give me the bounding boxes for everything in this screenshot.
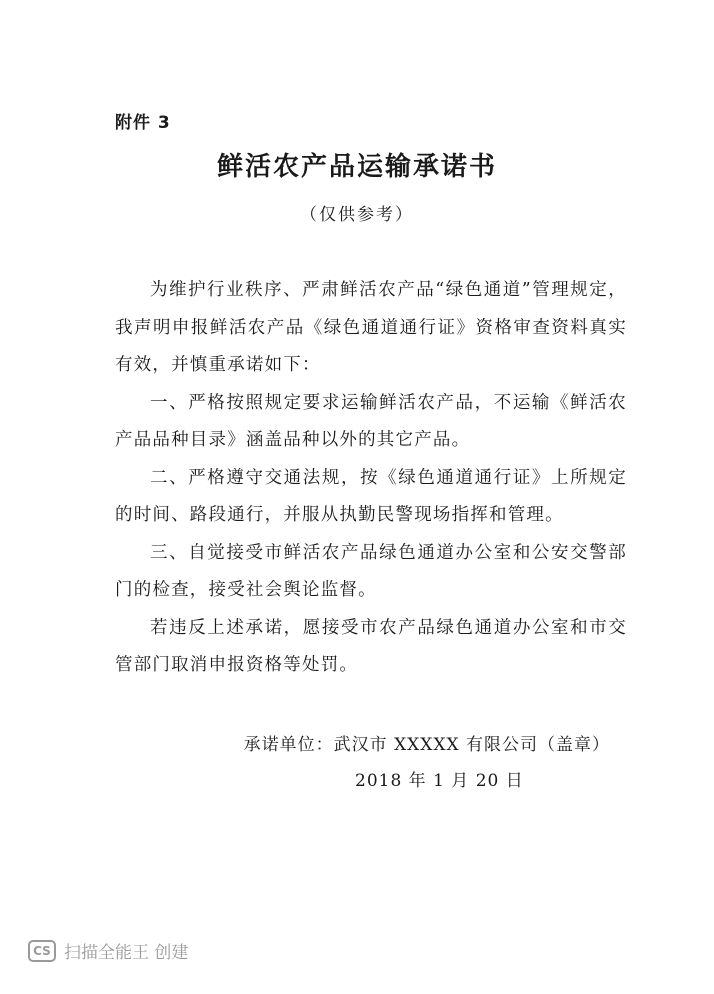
- document-subtitle: （仅供参考）: [300, 205, 414, 225]
- scanner-watermark: [28, 938, 188, 963]
- cs-logo-icon: CS: [28, 940, 56, 962]
- paragraph-commitment-1: 一、严格按照规定要求运输鲜活农产品，不运输《鲜活农产品品种目录》涵盖品种以外的其它产品。: [115, 392, 627, 450]
- signature-date: 2018 年 1 月 20 日: [355, 771, 524, 791]
- paragraph-penalty: 若违反上述承诺，愿接受市农产品绿色通道办公室和市交管部门取消申报资格等处罚。: [115, 617, 627, 675]
- watermark-text: 扫描全能王 创建: [64, 943, 189, 963]
- paragraph-commitment-2: 二、严格遵守交通法规，按《绿色通道通行证》上所规定的时间、路段通行，并服从执勤民警现场指挥和管理。: [115, 467, 627, 525]
- document-body: [115, 272, 627, 685]
- paragraph-commitment-3: 三、自觉接受市鲜活农产品绿色通道办公室和公安交警部门的检查，接受社会舆论监督。: [115, 542, 627, 600]
- paragraph-intro: 为维护行业秩序、严肃鲜活农产品“绿色通道”管理规定，我声明申报鲜活农产品《绿色通道通行证》资格审查资料真实有效，并慎重承诺如下：: [115, 280, 627, 375]
- document-title: 鲜活农产品运输承诺书: [216, 152, 497, 182]
- signature-line: 承诺单位：武汉市 XXXXX 有限公司（盖章）: [243, 735, 610, 755]
- attachment-label: 附件 3: [115, 113, 171, 133]
